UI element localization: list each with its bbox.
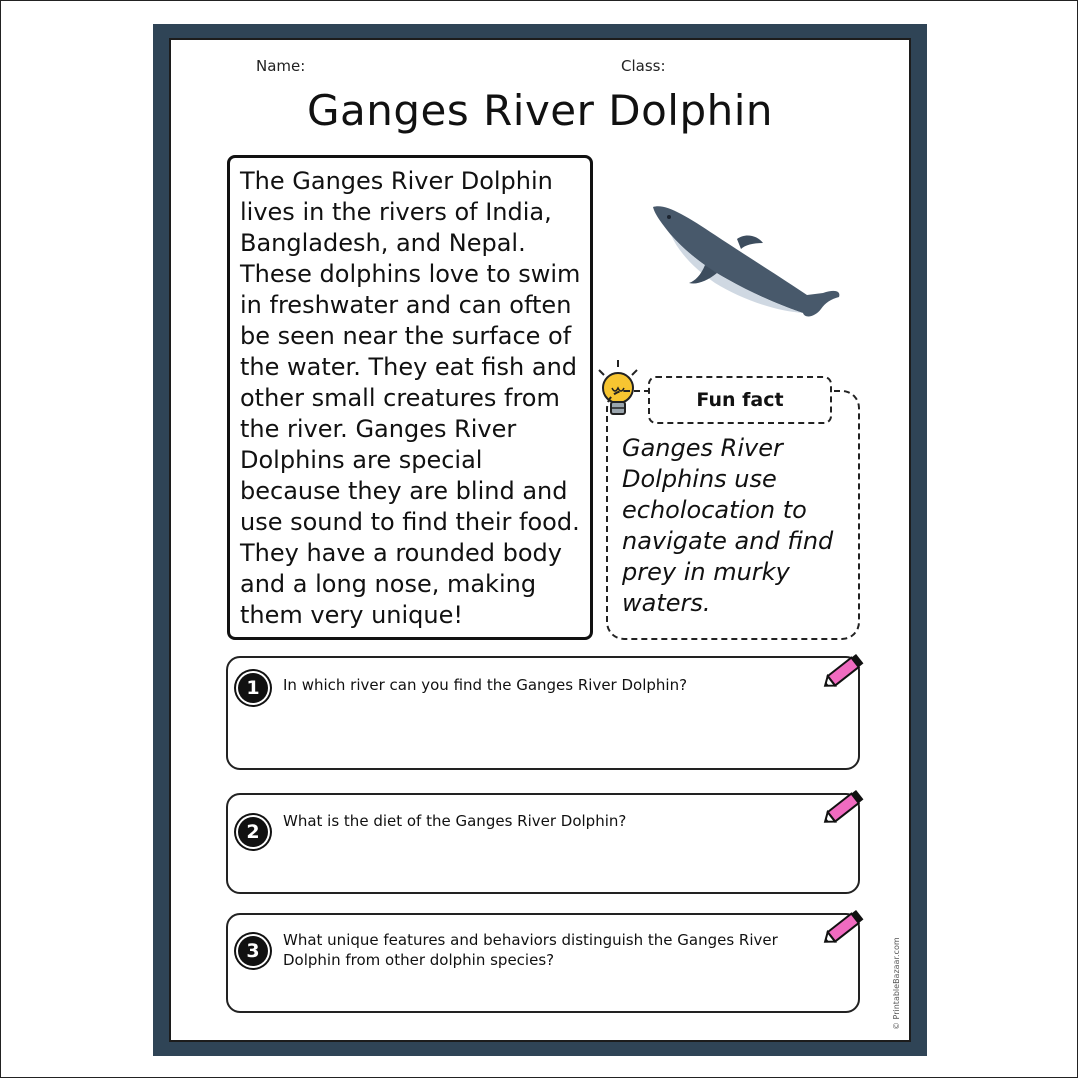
name-label: Name: [256,57,306,75]
pencil-icon [818,784,870,830]
question-number-2: 2 [238,817,268,847]
answer-box-2[interactable] [226,793,860,894]
pencil-icon [818,904,870,950]
question-text-3: What unique features and behaviors distinguish the Ganges River Dolphin from other dolphin species? [283,931,778,969]
answer-box-1[interactable] [226,656,860,770]
pencil-icon [818,648,870,694]
question-number-3: 3 [238,936,268,966]
dolphin-illustration [645,195,845,325]
fun-fact-heading: Fun fact [648,376,832,424]
question-text-1: In which river can you find the Ganges River Dolphin? [283,676,688,694]
fun-fact-text: Ganges River Dolphins use echolocation to navigate and find prey in murky waters. [622,434,834,617]
passage-text: The Ganges River Dolphin lives in the rivers of India, Bangladesh, and Nepal. These dolphins love to swim in freshwater and can often be seen near the surface of the water. They eat fish and other small creatures from the river. Ganges River Dolphins are special because they are blind and use sound to find their food. They have a rounded body and a long nose, making them very unique! [240,167,581,629]
copyright-text: © PrintableBazaar.com [892,937,901,1030]
page-title: Ganges River Dolphin [306,86,774,135]
class-label: Class: [621,57,666,75]
question-text-2: What is the diet of the Ganges River Dolphin? [283,812,627,830]
question-number-1: 1 [238,673,268,703]
